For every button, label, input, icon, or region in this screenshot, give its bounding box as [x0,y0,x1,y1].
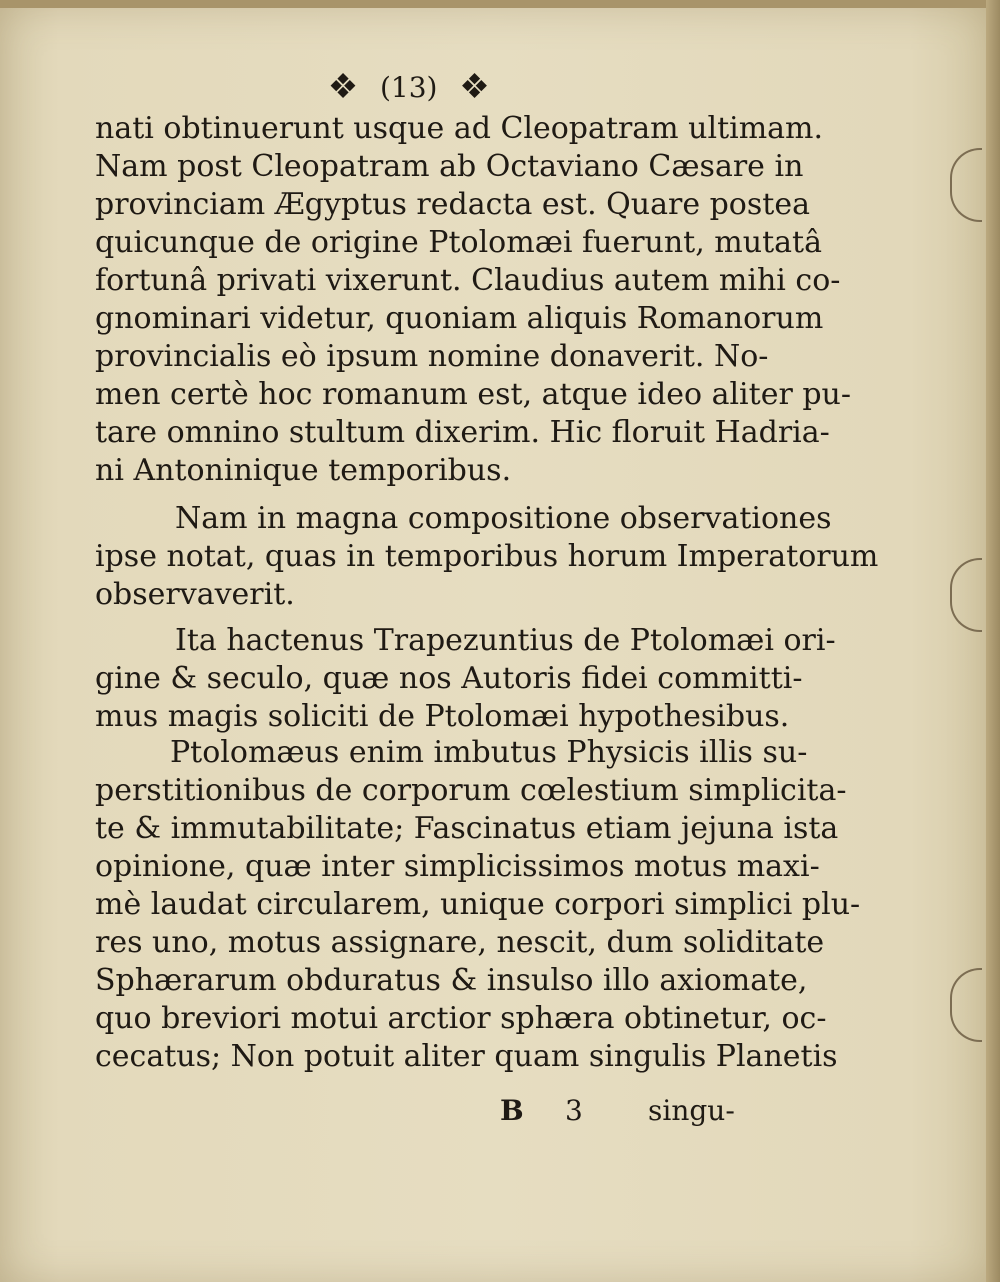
signature-mark: B [500,1094,524,1127]
text-line: Sphærarum obduratus & insulso illo axiomate, [95,963,808,998]
binding-clip [950,148,982,222]
text-line: Ptolomæus enim imbutus Physicis illis su- [170,735,808,770]
text-line: res uno, motus assignare, nescit, dum soliditate [95,925,825,960]
catchword: singu- [648,1094,735,1127]
text-line: men certè hoc romanum est, atque ideo aliter pu- [95,377,851,412]
text-line: quicunque de origine Ptolomæi fuerunt, mutatâ [95,225,822,260]
text-line: fortunâ privati vixerunt. Claudius autem mihi co- [95,263,841,298]
binding-clip [950,558,982,632]
ornament-right-icon: ❖ [459,67,490,107]
signature-number: 3 [565,1094,583,1127]
text-line: observaverit. [95,577,295,612]
text-line: provincialis eò ipsum nomine donaverit. No- [95,339,769,374]
text-line: mus magis soliciti de Ptolomæi hypothesibus. [95,699,790,734]
text-line: mè laudat circularem, unique corpori simplici plu- [95,887,861,922]
page-right-edge [986,0,1000,1282]
text-line: Ita hactenus Trapezuntius de Ptolomæi ori- [175,623,836,658]
book-page [0,8,988,1282]
text-line: nati obtinuerunt usque ad Cleopatram ultimam. [95,111,824,146]
binding-clip [950,968,982,1042]
text-line: te & immutabilitate; Fascinatus etiam jejuna ista [95,811,839,846]
text-line: opinione, quæ inter simplicissimos motus maxi- [95,849,820,884]
page-number: (13) [380,70,438,104]
text-line: ipse notat, quas in temporibus horum Imperatorum [95,539,879,574]
text-line: quo breviori motui arctior sphæra obtinetur, oc- [95,1001,827,1036]
text-line: Nam in magna compositione observationes [175,501,832,536]
text-line: tare omnino stultum dixerim. Hic floruit Hadria- [95,415,830,450]
text-line: perstitionibus de corporum cœlestium simplicita- [95,773,847,808]
ornament-left-icon: ❖ [327,67,359,107]
text-line: gine & seculo, quæ nos Autoris fidei committi- [95,661,803,696]
text-line: ni Antoninique temporibus. [95,453,512,488]
text-line: provinciam Ægyptus redacta est. Quare postea [95,187,810,222]
page-header [320,68,520,106]
text-line: cecatus; Non potuit aliter quam singulis Planetis [95,1039,838,1074]
text-line: gnominari videtur, quoniam aliquis Romanorum [95,301,824,336]
text-line: Nam post Cleopatram ab Octaviano Cæsare in [95,149,804,184]
